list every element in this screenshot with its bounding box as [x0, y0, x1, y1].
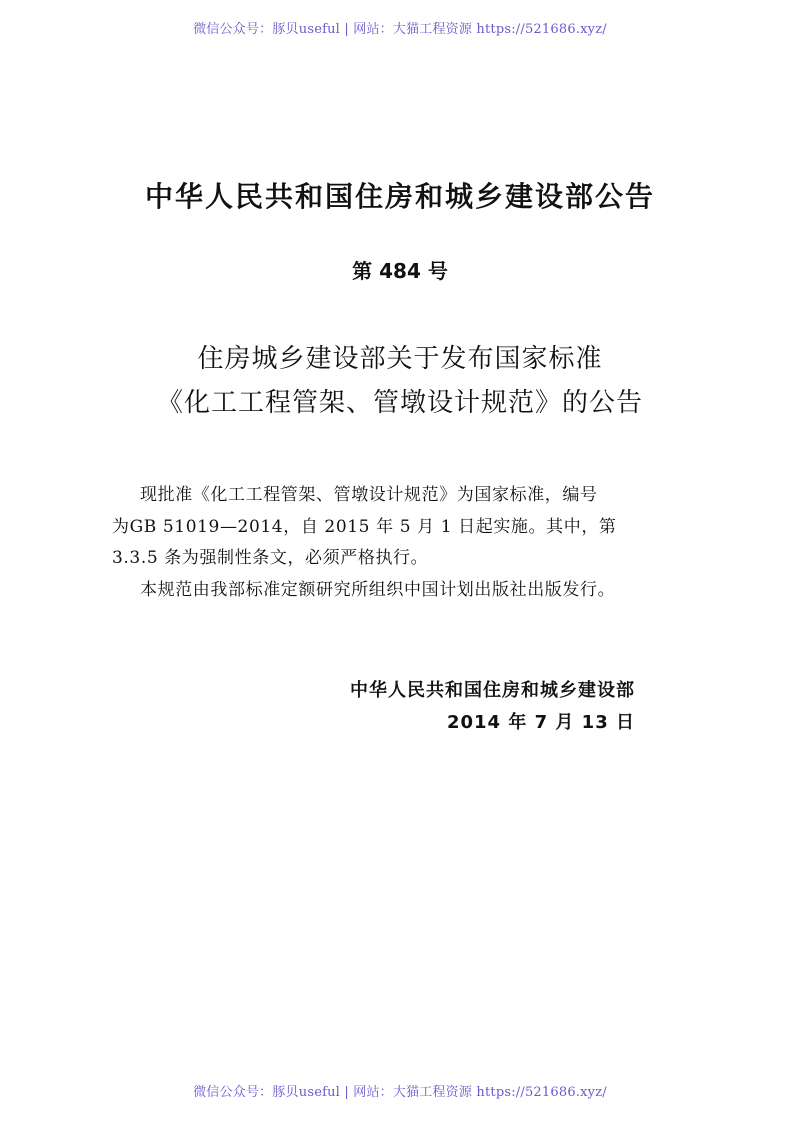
- body-line-1: 现批准《化工工程管架、管墩设计规范》为国家标准，编号: [140, 485, 598, 505]
- signature-organization: 中华人民共和国住房和城乡建设部: [350, 680, 635, 701]
- watermark-top: 微信公众号：豚贝useful | 网站：大猫工程资源 https://521686.xyz/: [193, 22, 607, 37]
- body-line-3: 3.3.5 条为强制性条文，必须严格执行。: [112, 548, 429, 568]
- subtitle-line-2: 《化工工程管架、管墩设计规范》的公告: [156, 388, 643, 418]
- body-line-4: 本规范由我部标准定额研究所组织中国计划出版社出版发行。: [140, 580, 616, 600]
- watermark-bottom: 微信公众号：豚贝useful | 网站：大猫工程资源 https://521686.xyz/: [193, 1085, 607, 1100]
- notice-number: 第 484 号: [352, 259, 448, 283]
- page-title: 中华人民共和国住房和城乡建设部公告: [144, 180, 655, 213]
- body-line-2: 为GB 51019—2014，自 2015 年 5 月 1 日起实施。其中，第: [112, 517, 617, 537]
- signature-date: 2014 年 7 月 13 日: [446, 712, 635, 733]
- subtitle-line-1: 住房城乡建设部关于发布国家标准: [197, 344, 603, 374]
